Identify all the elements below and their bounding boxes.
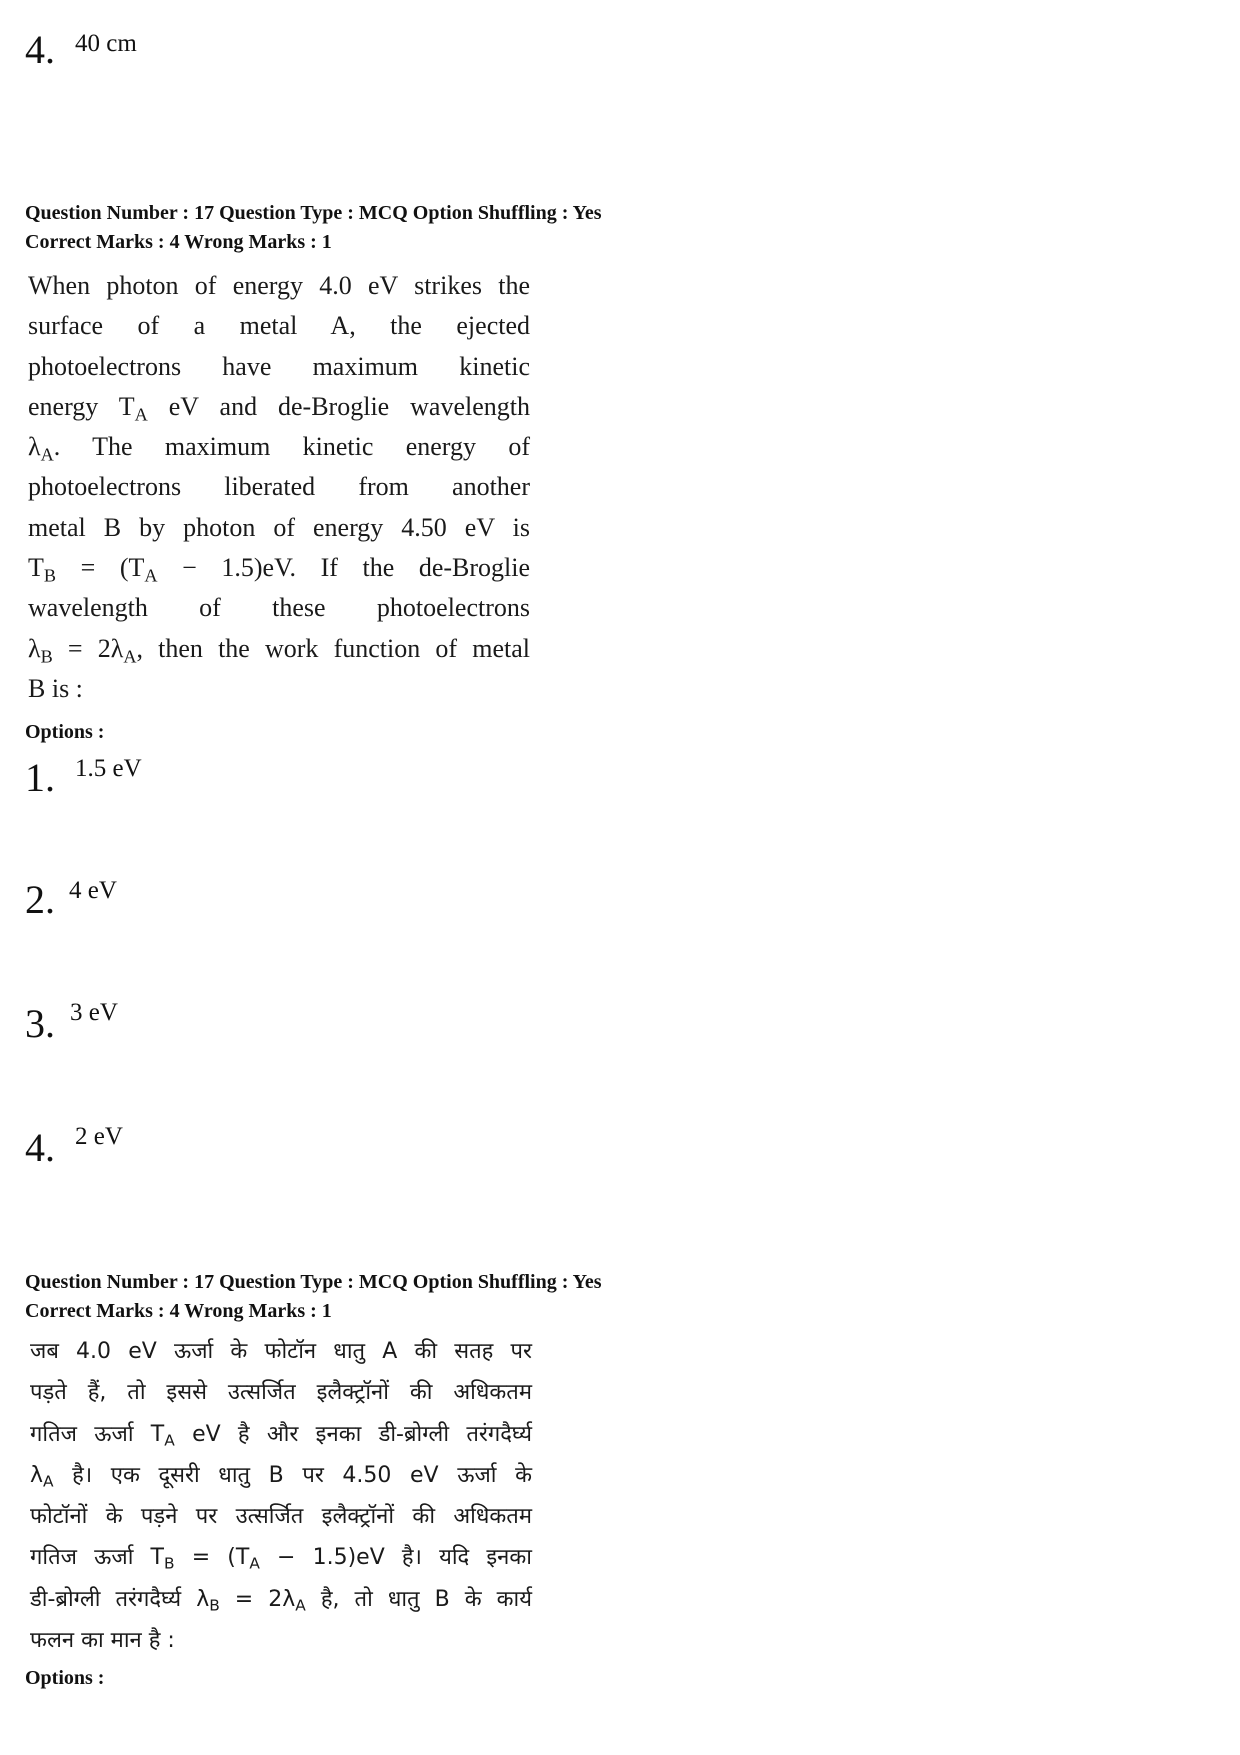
question-line: surface of a metal A, the ejected: [28, 311, 530, 341]
question-line: photoelectrons have maximum kinetic: [28, 351, 530, 381]
question-line: $\lambda_A$. The maximum kinetic energy of: [28, 432, 530, 465]
question-line: पड़ते हैं, तो इससे उत्सर्जित इलैक्ट्रॉनों की अधिकतम: [30, 1380, 532, 1406]
question-line: When photon of energy 4.0 eV strikes the: [28, 271, 530, 300]
option-3-number: 3.: [25, 1001, 55, 1046]
question-line: जब 4.0 eV ऊर्जा के फोटॉन धातु A की सतह पर: [30, 1339, 532, 1364]
question-meta-line-2-hindi: Correct Marks : 4 Wrong Marks : 1: [25, 1300, 332, 1322]
option-4-number: 4.: [25, 1125, 55, 1170]
options-label-hindi: Options :: [25, 1667, 105, 1689]
prev-option-4: [25, 27, 55, 72]
question-line: energy $T_A$ eV and de-Broglie wavelength: [28, 391, 530, 425]
option-1-value[interactable]: 1.5 eV: [75, 755, 142, 782]
question-line: wavelength of these photoelectrons: [28, 593, 530, 623]
option-3-value[interactable]: 3 eV: [70, 999, 118, 1026]
question-meta-line-2: Correct Marks : 4 Wrong Marks : 1: [25, 231, 332, 253]
question-text-hindi: [30, 1331, 532, 1661]
question-line: photoelectrons liberated from another: [28, 472, 530, 502]
question-line: फोटॉनों के पड़ने पर उत्सर्जित इलैक्ट्रॉनों की अधिकतम: [30, 1504, 532, 1530]
option-4-value[interactable]: 2 eV: [75, 1123, 123, 1150]
question-line: गतिज ऊर्जा $T_B = (T_A - 1.5)eV$ है। यदि इनका: [30, 1545, 532, 1574]
option-2-value[interactable]: 4 eV: [69, 877, 117, 904]
question-meta-line-1-hindi: Question Number : 17 Question Type : MCQ Option Shuffling : Yes: [25, 1271, 602, 1293]
option-1-number: 1.: [25, 755, 55, 800]
prev-option-4-value: 40 cm: [75, 30, 137, 57]
question-line: $\lambda_A$ है। एक दूसरी धातु B पर 4.50 eV ऊर्जा के: [30, 1462, 532, 1491]
question-line: metal B by photon of energy 4.50 eV is: [28, 512, 530, 542]
question-line: $\lambda_B = 2\lambda_A$, then the work function of metal: [28, 633, 530, 667]
question-line: फलन का मान है :: [30, 1628, 175, 1654]
question-line: डी-ब्रोग्ली तरंगदैर्घ्य $\lambda_B = 2\lambda_A$ है, तो धातु B के कार्य: [30, 1586, 533, 1615]
option-number: 4.: [25, 27, 55, 72]
question-line: गतिज ऊर्जा $T_A$ eV है और इनका डी-ब्रोग्ली तरंगदैर्घ्य: [30, 1421, 532, 1450]
question-meta-line-1: Question Number : 17 Question Type : MCQ Option Shuffling : Yes: [25, 202, 602, 224]
question-line: B is :: [28, 673, 83, 703]
options-label: Options :: [25, 721, 105, 743]
question-text-english: [28, 266, 530, 709]
option-2-number: 2.: [25, 877, 55, 922]
question-line: $T_B = (T_A - 1.5)eV$. If the de-Broglie: [28, 553, 531, 586]
